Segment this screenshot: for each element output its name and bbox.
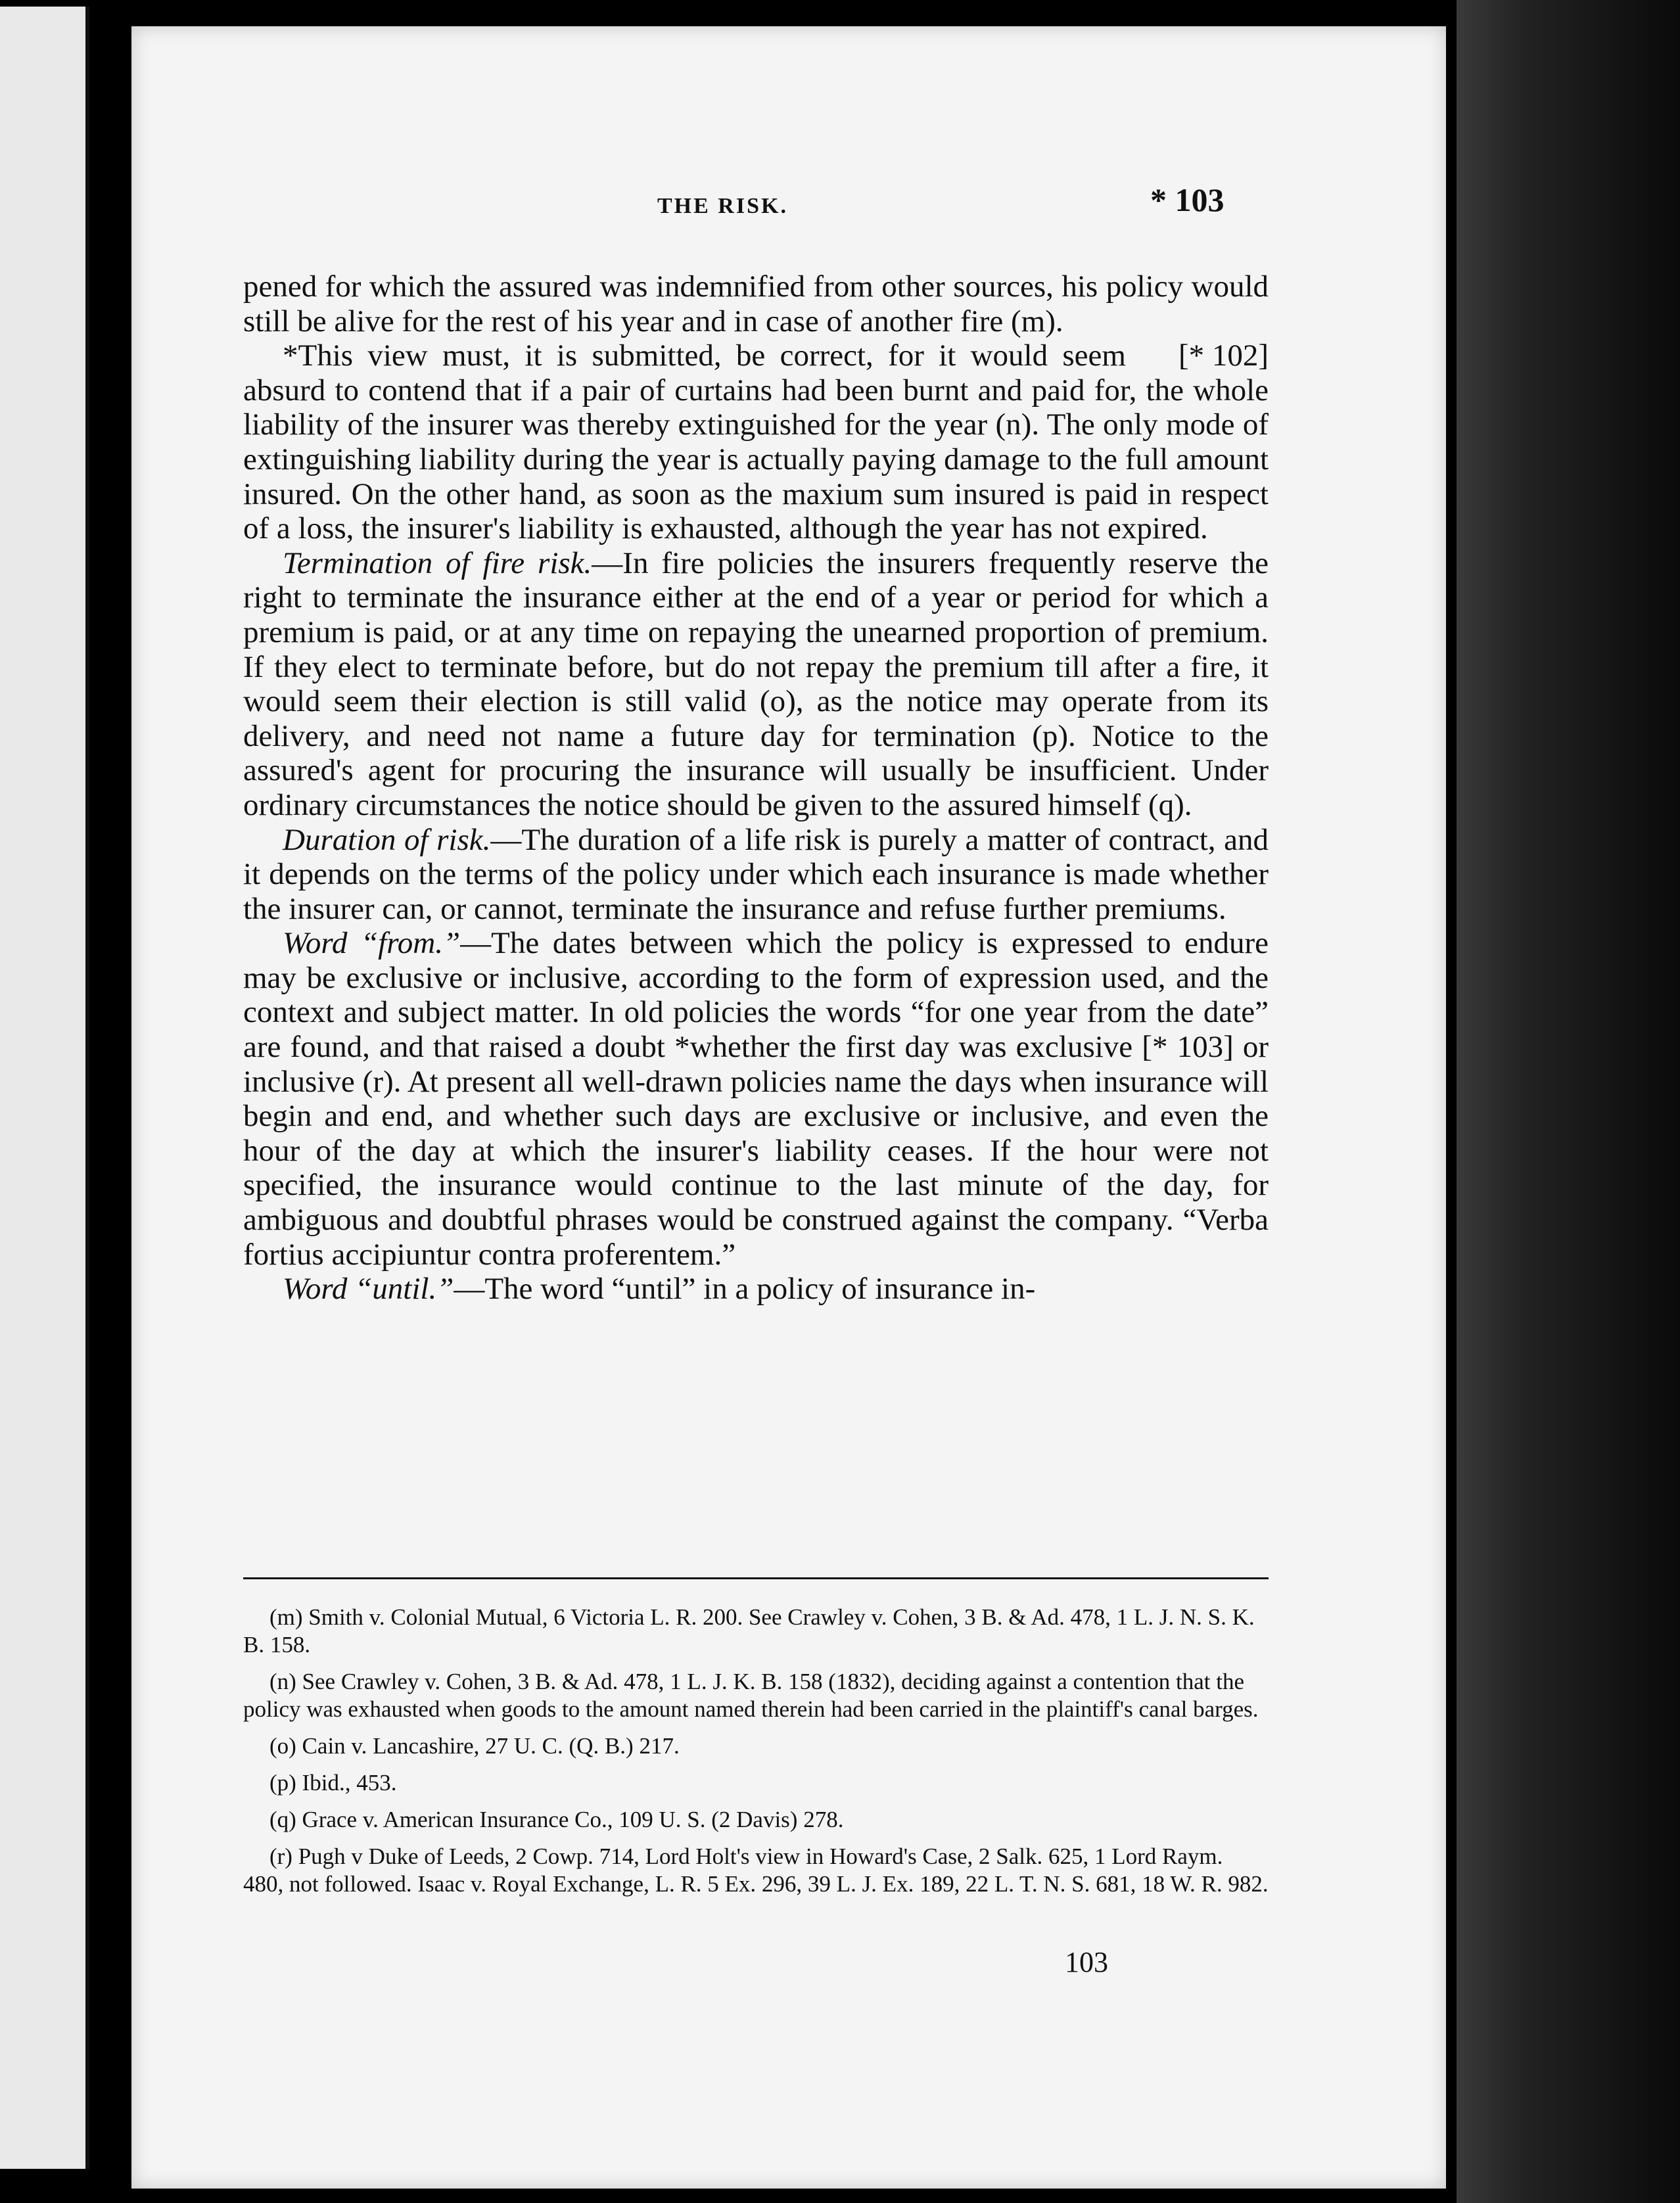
running-page-ref: * 103 — [1150, 181, 1225, 218]
paragraph-1: pened for which the assured was indemnified from other sources, his policy would still be alive for the rest of his year and in case of another fire (m). — [243, 269, 1269, 338]
paragraph-word-from — [243, 926, 1269, 1272]
side-heading-word-from: Word “from.” — [283, 926, 461, 961]
paragraph-2-text: *This view must, it is submitted, be correct, for it would seem absurd to contend that if a pair of curtains had been burnt and paid for, the whole liability of the insurer was thereby extinguished for the year (n). The only mode of extinguishing liability during the year is actually paying damage to the full amount insured. On the other hand, as soon as the maxium sum insured is paid in respect of a loss, the insurer's liability is exhausted, although the year has not expired. — [243, 338, 1269, 546]
paragraph-word-from-text-a: —The dates between which the policy is expressed to endure may be exclusive or inclusive, according to the form of expression used, and the context and subject matter. In old policies the words “for one year from the date” are found, and that raised a doubt *whether the first day was exclusive — [243, 926, 1269, 1065]
paragraph-word-until — [243, 1272, 1269, 1307]
side-heading-duration: Duration of risk. — [283, 822, 491, 857]
paragraph-duration — [243, 823, 1269, 927]
footnote-p: (p) Ibid., 453. — [269, 1770, 397, 1796]
margin-page-ref-102: [* 102] — [1178, 338, 1269, 373]
footnote-m: (m) Smith v. Colonial Mutual, 6 Victoria L. R. 200. See Crawley v. Cohen, 3 B. & Ad. 478, 1 L. J. N. S. K. B. 158. — [243, 1604, 1255, 1658]
paragraph-termination — [243, 546, 1269, 823]
facing-page-edge — [0, 7, 89, 2169]
footnotes — [243, 1604, 1269, 1907]
side-heading-termination: Termination of fire risk. — [283, 545, 592, 580]
page-folio: 103 — [1065, 1946, 1108, 1978]
paragraph-word-until-text: —The word “until” in a policy of insurance in- — [454, 1272, 1036, 1307]
footnote-n: (n) See Crawley v. Cohen, 3 B. & Ad. 478, 1 L. J. K. B. 158 (1832), deciding against a contention that the policy was exhausted when goods to the amount named therein had been carried in the plaintiff's canal barges. — [243, 1669, 1259, 1722]
footnote-rule — [243, 1577, 1269, 1579]
book-page — [131, 26, 1446, 2189]
paragraph-word-from-text-b: or inclusive (r). At present all well-drawn policies name the days when insurance will begin and end, and whether such days are exclusive or inclusive, and even the hour of the day at which the insurer's liability ceases. If the hour were not specified, the insurance would continue to the last minute of the day, for ambiguous and doubtful phrases would be construed against the company. “Verba fortius accipiuntur contra proferentem.” — [243, 1030, 1269, 1272]
margin-page-ref-103: [* 103] — [1142, 1030, 1234, 1065]
side-heading-word-until: Word “until.” — [283, 1272, 454, 1307]
paragraph-2 — [243, 338, 1269, 546]
scan-dark-margin — [1457, 0, 1680, 2203]
body-text — [243, 269, 1269, 1307]
footnote-q: (q) Grace v. American Insurance Co., 109 U. S. (2 Davis) 278. — [269, 1807, 844, 1832]
paragraph-termination-text: —In fire policies the insurers frequently reserve the right to terminate the insurance either at the end of a year or period for which a premium is paid, or at any time on repaying the unearned proportion of premium. If they elect to terminate before, but do not repay the premium till after a fire, it would seem their election is still valid (o), as the notice may operate from its delivery, and need not name a future day for termination (p). Notice to the assured's agent for procuring the insurance will usually be insufficient. Under ordinary circumstances the notice should be given to the assured himself (q). — [243, 545, 1269, 822]
paragraph-duration-text: —The duration of a life risk is purely a matter of contract, and it depends on the terms of the policy under which each insurance is made whether the insurer can, or cannot, terminate the insurance and refuse further premiums. — [243, 822, 1269, 926]
running-head — [131, 181, 1446, 233]
footnote-o: (o) Cain v. Lancashire, 27 U. C. (Q. B.) 217. — [269, 1733, 680, 1759]
footnote-r: (r) Pugh v Duke of Leeds, 2 Cowp. 714, Lord Holt's view in Howard's Case, 2 Salk. 625, 1 Lord Raym. 480, not followed. Isaac v. Royal Exchange, L. R. 5 Ex. 296, 39 L. J. Ex. 189, 22 L. T. N. S. 681, 18 W. R. 982. — [243, 1844, 1269, 1897]
running-title: THE RISK. — [657, 194, 788, 218]
